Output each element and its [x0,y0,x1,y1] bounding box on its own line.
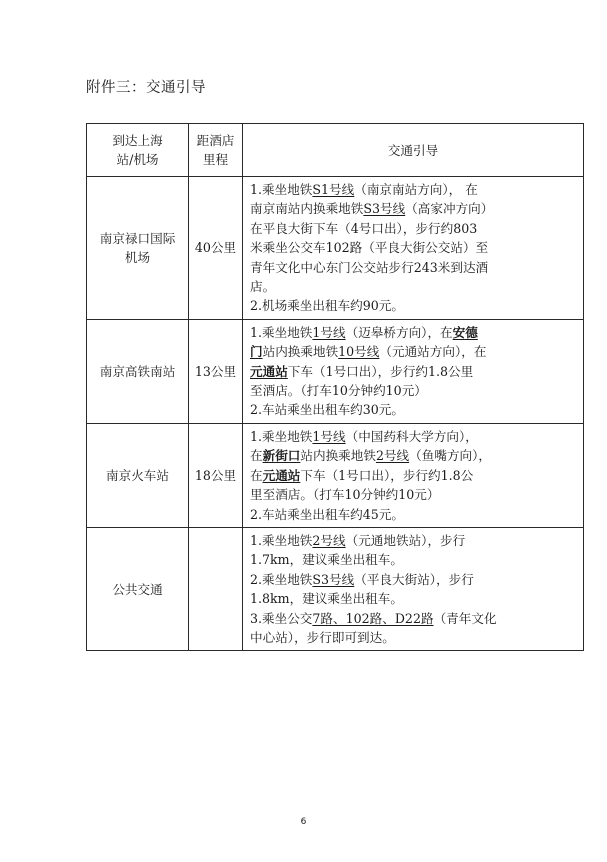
route-name: 2号线 [375,448,410,464]
destination-cell [87,177,189,320]
table-row [87,423,584,527]
transport-guide-table [86,123,584,651]
destination-cell [87,423,189,527]
destination-text: 公共交通 [112,581,163,597]
guide-text: （鱼嘴方向）， [409,448,491,464]
route-name: S1号线 [312,182,355,197]
destination-text: 南京高铁南站 [99,363,176,379]
distance-cell: 13公里 [189,319,243,423]
route-name: 门 [250,344,263,360]
destination-text: 南京禄口国际 [99,230,176,246]
destination-text: 机场 [124,249,151,265]
guide-line [250,446,579,465]
guide-cell [243,423,584,527]
guide-text: （平良大街站），步行 [354,571,474,587]
table-row [87,527,584,650]
route-name: 1号线 [312,324,346,340]
table-body [87,177,584,651]
guide-text: 2.车站乘坐出租车约30元。 [250,402,404,418]
table-row [87,177,584,320]
guide-line [250,323,579,342]
header-destination-line-2: 站/机场 [116,152,159,167]
guide-line [250,589,579,608]
guide-line [250,199,579,218]
guide-line [250,628,579,647]
distance-cell [189,527,243,650]
route-name: 2号线 [312,532,346,548]
guide-line [250,180,579,199]
header-destination [87,124,189,177]
header-guide: 交通引导 [243,124,584,177]
guide-text: 青年文化中心东门公交站步行243米到达酒 [250,259,489,275]
guide-line [250,505,579,524]
table-header-row [87,124,584,177]
header-distance-line-1: 距酒店 [196,133,235,148]
guide-text: 2.车站乘坐出租车约45元。 [250,506,404,522]
guide-cell [243,319,584,423]
guide-text: 2.乘坐地铁 [250,571,313,587]
guide-text: 2.机场乘坐出租车约90元。 [250,298,404,314]
guide-line [250,531,579,550]
guide-line [250,427,579,446]
guide-text: （元通地铁站），步行 [345,532,466,548]
guide-text: 3.乘坐公交 [250,610,313,626]
header-destination-line-1: 到达上海 [112,133,163,148]
guide-text: 至酒店。（打车10分钟约10元） [250,383,427,399]
guide-line [250,362,579,381]
guide-line [250,570,579,589]
header-distance-line-2: 里程 [202,152,229,167]
guide-text: 1.乘坐地铁 [250,532,313,548]
guide-line [250,609,579,628]
guide-line [250,258,579,277]
guide-text: 南京南站内换乘地铁 [250,201,364,217]
route-name: S3号线 [312,571,355,587]
route-name: 安德 [452,324,478,340]
guide-text: 里至酒店。（打车10分钟约10元） [250,487,440,503]
guide-text: 1.乘坐地铁 [250,324,313,340]
guide-text: 在 [250,467,263,483]
guide-text: （元通站方向），在 [379,344,487,360]
guide-text: 1.乘坐地铁 [250,182,313,197]
guide-text: （中国药科大学方向）， [345,428,478,444]
guide-text: （青年文化 [433,610,497,626]
guide-text: 1.7km，建议乘坐出租车。 [250,552,403,568]
guide-line [250,550,579,569]
distance-cell: 18公里 [189,423,243,527]
guide-text: 中心站），步行即可到达。 [250,629,395,645]
destination-cell [87,319,189,423]
guide-text: 米乘坐公交车102路（平良大街公交站）至 [250,240,489,256]
route-name: 元通站 [262,467,301,483]
guide-cell [243,177,584,320]
distance-cell: 40公里 [189,177,243,320]
guide-text: 在 [250,448,263,464]
guide-text: （高家冲方向） [405,201,494,217]
guide-text: 店。 [250,279,276,295]
page-number: 6 [300,817,307,827]
guide-text: 在平良大街下车（4号口出），步行约803 [250,220,478,236]
guide-text: 下车（1号口出），步行约1.8公里 [287,363,474,379]
guide-line [250,342,579,361]
header-distance [189,124,243,177]
guide-line [250,238,579,257]
guide-cell [243,527,584,650]
route-name: S3号线 [363,201,406,217]
guide-line [250,381,579,400]
route-name: 7路、102路、D22路 [312,610,434,626]
route-name: 10号线 [338,344,380,360]
route-name: 1号线 [312,428,346,444]
page-heading: 附件三：交通引导 [86,80,206,96]
table-row [87,319,584,423]
guide-line [250,485,579,504]
route-name: 元通站 [250,363,288,379]
guide-line [250,400,579,419]
destination-text: 南京火车站 [106,467,169,483]
destination-cell [87,527,189,650]
guide-line [250,466,579,485]
guide-text: 1.8km，建议乘坐出租车。 [250,591,403,607]
guide-text: 下车（1号口出），步行约1.8公 [300,467,474,483]
route-name: 新街口 [262,448,301,464]
guide-text: （迈皋桥方向），在 [345,324,453,340]
guide-text: 站内换乘地铁 [262,344,339,360]
guide-line [250,219,579,238]
guide-line [250,277,579,296]
guide-text: 1.乘坐地铁 [250,428,313,444]
guide-line [250,296,579,315]
guide-text: （南京南站方向）， 在 [354,182,478,197]
guide-text: 站内换乘地铁 [300,448,376,464]
